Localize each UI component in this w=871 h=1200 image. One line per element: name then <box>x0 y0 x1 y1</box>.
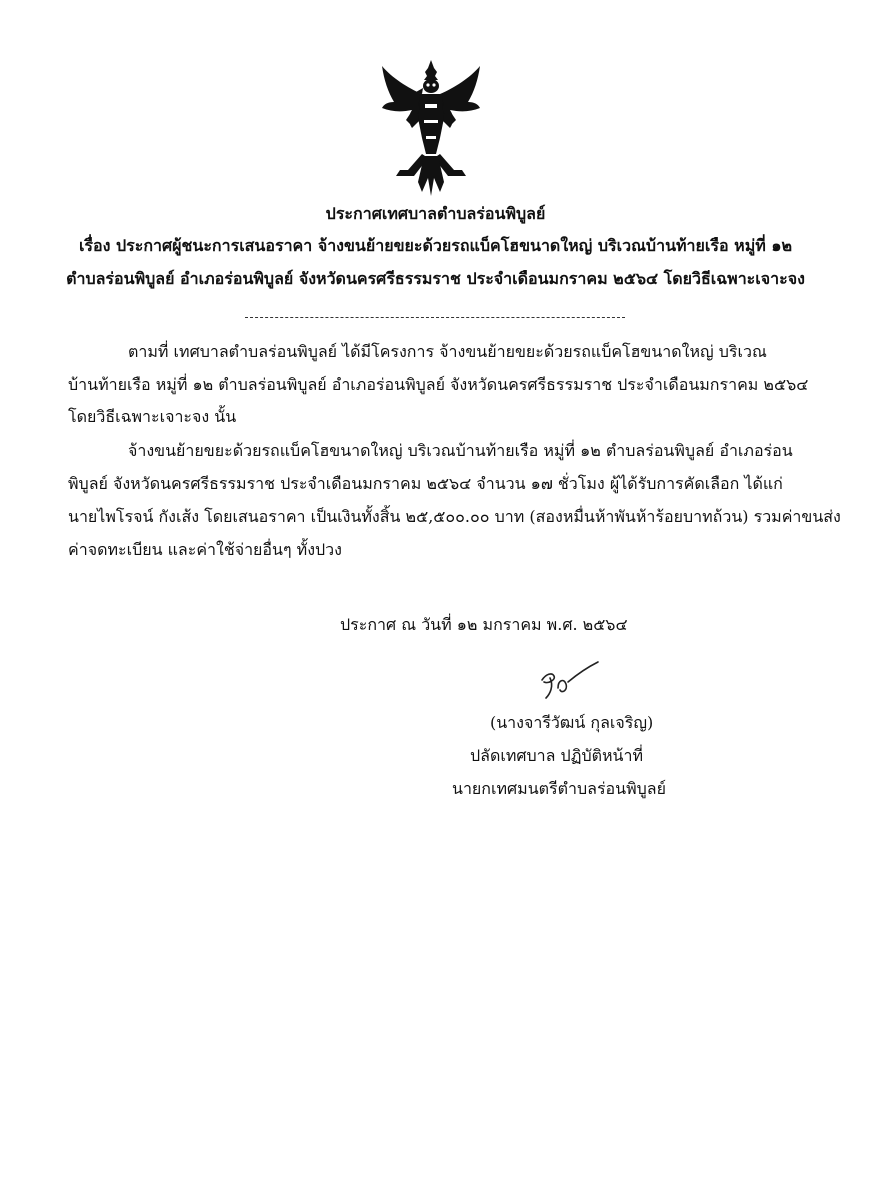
signer-title-2: นายกเทศมนตรีตำบลร่อนพิบูลย์ <box>452 779 666 798</box>
paragraph-2-line-4: ค่าจดทะเบียน และค่าใช้จ่ายอื่นๆ ทั้งปวง <box>68 540 342 559</box>
paragraph-1-line-1: ตามที่ เทศบาลตำบลร่อนพิบูลย์ ได้มีโครงการ จ้างขนย้ายขยะด้วยรถแบ็คโฮขนาดใหญ่ บริเวณ <box>128 342 767 361</box>
paragraph-1-line-2: บ้านท้ายเรือ หมู่ที่ ๑๒ ตำบลร่อนพิบูลย์ อำเภอร่อนพิบูลย์ จังหวัดนครศรีธรรมราช ประจำเดือนมกราคม ๒๕๖๔ <box>68 375 809 394</box>
header-organization: ประกาศเทศบาลตำบลร่อนพิบูลย์ <box>325 204 546 223</box>
header-divider <box>245 317 625 318</box>
signer-title-1: ปลัดเทศบาล ปฏิบัติหน้าที่ <box>470 746 644 765</box>
signer-name: (นางจารีวัฒน์ กุลเจริญ) <box>490 713 654 732</box>
handwritten-signature <box>528 658 608 706</box>
header-subject-line-1: เรื่อง ประกาศผู้ชนะการเสนอราคา จ้างขนย้ายขยะด้วยรถแบ็คโฮขนาดใหญ่ บริเวณบ้านท้ายเรือ หมู่ที่ ๑๒ <box>78 236 793 255</box>
paragraph-2-line-1: จ้างขนย้ายขยะด้วยรถแบ็คโฮขนาดใหญ่ บริเวณบ้านท้ายเรือ หมู่ที่ ๑๒ ตำบลร่อนพิบูลย์ อำเภอร่อน <box>128 441 793 460</box>
garuda-emblem-icon <box>378 58 484 198</box>
header-subject-line-2: ตำบลร่อนพิบูลย์ อำเภอร่อนพิบูลย์ จังหวัดนครศรีธรรมราช ประจำเดือนมกราคม ๒๕๖๔ โดยวิธีเฉพาะเจาะจง <box>66 269 805 288</box>
announcement-date: ประกาศ ณ วันที่ ๑๒ มกราคม พ.ศ. ๒๕๖๔ <box>340 615 628 634</box>
paragraph-1-line-3: โดยวิธีเฉพาะเจาะจง นั้น <box>68 407 237 426</box>
paragraph-2-line-3: นายไพโรจน์ กังเส้ง โดยเสนอราคา เป็นเงินทั้งสิ้น ๒๕,๕๐๐.๐๐ บาท (สองหมื่นห้าพันห้าร้อยบาทถ้วน) รวมค่าขนส่ง <box>68 507 841 526</box>
paragraph-2-line-2: พิบูลย์ จังหวัดนครศรีธรรมราช ประจำเดือนมกราคม ๒๕๖๔ จำนวน ๑๗ ชั่วโมง ผู้ได้รับการคัดเลือก ได้แก่ <box>68 474 783 493</box>
